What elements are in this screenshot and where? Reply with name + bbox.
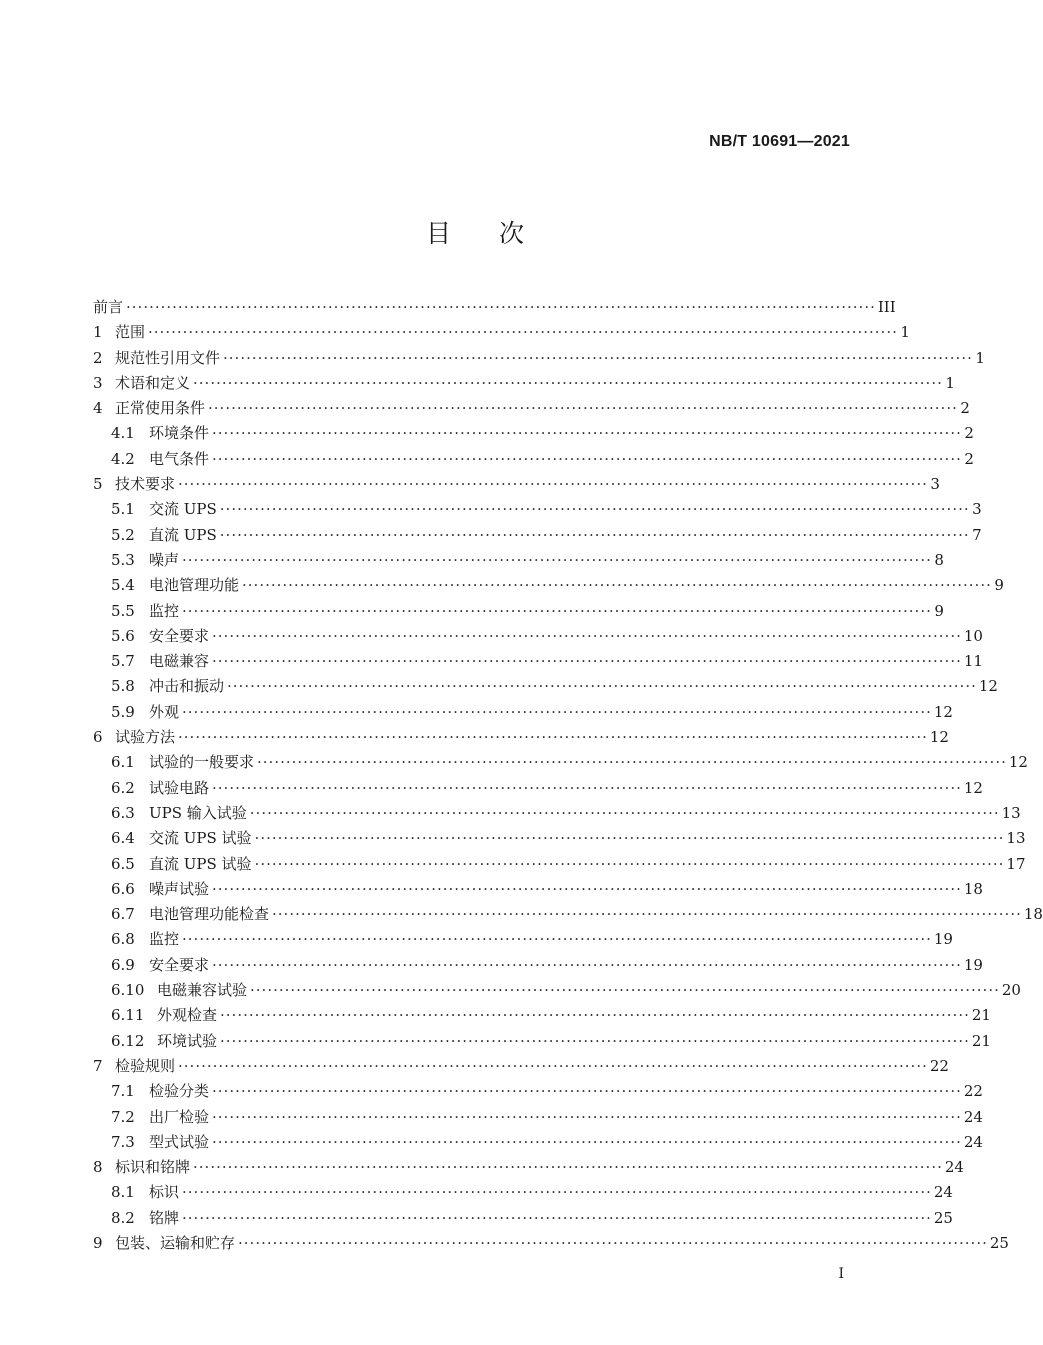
toc-entry[interactable] [93,1054,949,1079]
toc-entry-number: 6.12 [111,1031,145,1050]
toc-entry-page: 1 [975,348,985,367]
toc-entry-page: 18 [1023,905,1043,924]
toc-entry[interactable] [93,447,974,472]
toc-entry-page: 17 [1006,854,1026,873]
page-number: I [838,1266,844,1282]
toc-entry-page: 12 [1008,753,1028,772]
toc-entry-number: 6.11 [111,1006,145,1025]
toc-dot-leader: ·································································································································· [178,728,928,747]
toc-entry[interactable] [93,548,944,573]
toc-entry-number: 1 [93,323,103,342]
toc-entry-label: 检验分类 [149,1082,210,1101]
toc-dot-leader: ·································································································································· [148,323,898,342]
toc-entry-label: 环境试验 [157,1031,218,1050]
toc-entry-label: 环境条件 [149,424,210,443]
toc-entry[interactable] [93,700,953,725]
toc-dot-leader: ·································································································································· [242,576,992,595]
toc-entry-number: 5.2 [111,525,135,544]
toc-entry-label: UPS 输入试验 [149,803,247,822]
toc-entry-number: 6.8 [111,930,135,949]
toc-dot-leader: ·································································································································· [178,1056,928,1075]
toc-entry-page: 12 [933,702,953,721]
toc-entry-label: 技术要求 [115,475,176,494]
toc-entry[interactable] [93,1003,991,1028]
toc-entry-number: 6.2 [111,778,135,797]
toc-entry-label: 标识和铭牌 [115,1158,191,1177]
toc-entry-label: 试验方法 [115,728,176,747]
toc-dot-leader: ·································································································································· [223,348,973,367]
toc-dot-leader: ·································································································································· [212,1132,962,1151]
toc-entry-number: 2 [93,348,103,367]
toc-dot-leader: ·································································································································· [212,424,962,443]
toc-entry-page: 11 [963,652,983,671]
toc-entry-number: 8.1 [111,1183,135,1202]
toc-entry-label: 试验电路 [149,778,210,797]
toc-dot-leader: ·································································································································· [182,1208,932,1227]
toc-entry-number: 4 [93,399,103,418]
toc-entry-number: 5.4 [111,576,135,595]
toc-entry-label: 前言 [93,298,124,316]
toc-entry-number: 4.2 [111,449,135,468]
toc-dot-leader: ·································································································································· [212,626,962,645]
toc-entry-number: 4.1 [111,424,135,443]
toc-entry-page: 24 [944,1158,964,1177]
toc-entry-page: 24 [963,1132,983,1151]
toc-entry-number: 5.1 [111,500,135,519]
toc-entry-number: 8 [93,1158,103,1177]
toc-dot-leader: ·································································································································· [250,981,1000,1000]
toc-entry[interactable] [93,295,896,320]
toc-entry[interactable] [93,927,953,952]
toc-dot-leader: ·································································································································· [249,803,1000,822]
toc-entry[interactable] [93,624,983,649]
toc-entry-page: 1 [900,323,910,342]
toc-entry-number: 6.5 [111,854,135,873]
toc-entry-number: 5.6 [111,626,135,645]
toc-entry-page: 21 [971,1006,991,1025]
toc-entry-label: 检验规则 [115,1056,176,1075]
toc-entry-label: 铭牌 [149,1208,180,1227]
toc-entry[interactable] [93,1231,1009,1256]
toc-entry-label: 交流 UPS 试验 [149,829,252,848]
toc-dot-leader: ·································································································································· [212,449,962,468]
toc-dot-leader: ·································································································································· [212,955,962,974]
toc-entry-page: 22 [963,1082,983,1101]
toc-entry[interactable] [93,826,1026,851]
toc-entry-page: 3 [930,475,940,494]
toc-entry[interactable] [93,852,1026,877]
toc-entry-number: 6.10 [111,981,145,1000]
toc-entry[interactable] [93,396,970,421]
toc-entry-page: 19 [933,930,953,949]
toc-dot-leader: ·································································································································· [182,702,932,721]
toc-entry-page: 24 [933,1183,953,1202]
toc-entry-label: 试验的一般要求 [149,753,255,772]
toc-entry-label: 规范性引用文件 [115,348,221,367]
toc-entry-label: 外观检查 [157,1006,218,1025]
toc-entry-label: 范围 [115,323,146,342]
toc-entry-number: 7.2 [111,1107,135,1126]
toc-entry-label: 电磁兼容 [149,652,210,671]
toc-entry-page: 2 [964,449,974,468]
toc-dot-leader: ·································································································································· [254,854,1005,873]
toc-entry[interactable] [93,1206,953,1231]
toc-dot-leader: ·································································································································· [182,601,932,620]
toc-entry-page: 3 [972,500,982,519]
toc-entry[interactable] [93,573,1004,598]
toc-entry-page: 2 [960,399,970,418]
toc-dot-leader: ·································································································································· [212,1082,962,1101]
toc-dot-leader: ·································································································································· [212,652,962,671]
toc-dot-leader: ·································································································································· [227,677,977,696]
toc-entry[interactable] [93,497,982,522]
toc-entry-label: 安全要求 [149,955,210,974]
toc-entry-page: 7 [972,525,982,544]
toc-entry-page: 10 [963,626,983,645]
toc-entry-number: 5 [93,475,103,494]
toc-entry-page: III [877,298,896,316]
toc-entry[interactable] [93,801,1021,826]
toc-entry-number: 5.3 [111,550,135,569]
toc-entry-page: 1 [945,373,955,392]
toc-dot-leader: ·································································································································· [182,1183,932,1202]
toc-entry-number: 7.3 [111,1132,135,1151]
toc-entry-label: 电池管理功能检查 [149,905,270,924]
toc-entry[interactable] [93,1130,983,1155]
toc-entry-number: 8.2 [111,1208,135,1227]
toc-entry-label: 电气条件 [149,449,210,468]
toc-entry[interactable] [93,750,1028,775]
toc-entry[interactable] [93,472,940,497]
toc-dot-leader: ·································································································································· [257,753,1007,772]
toc-dot-leader: ·································································································································· [219,525,970,544]
toc-dot-leader: ·································································································································· [126,298,876,316]
toc-dot-leader: ·································································································································· [238,1233,988,1252]
toc-entry-label: 监控 [149,930,180,949]
toc-entry-label: 直流 UPS 试验 [149,854,252,873]
toc-entry-label: 包装、运输和贮存 [115,1233,236,1252]
toc-entry[interactable] [93,1155,964,1180]
toc-entry-label: 标识 [149,1183,180,1202]
toc-dot-leader: ·································································································································· [219,500,970,519]
toc-entry-number: 5.8 [111,677,135,696]
toc-dot-leader: ·································································································································· [212,778,962,797]
toc-entry[interactable] [93,978,1021,1003]
toc-entry-number: 6.6 [111,879,135,898]
toc-entry[interactable] [93,674,998,699]
toc-entry-number: 6.4 [111,829,135,848]
toc-dot-leader: ·································································································································· [212,879,962,898]
toc-entry-number: 5.9 [111,702,135,721]
toc-entry-number: 7.1 [111,1082,135,1101]
toc-dot-leader: ·································································································································· [182,550,932,569]
toc-entry-label: 电磁兼容试验 [157,981,248,1000]
toc-entry-number: 6 [93,728,103,747]
toc-entry[interactable] [93,902,1043,927]
toc-dot-leader: ·································································································································· [182,930,932,949]
toc-entry-page: 9 [934,601,944,620]
toc-dot-leader: ·································································································································· [212,1107,962,1126]
toc-entry-page: 24 [963,1107,983,1126]
toc-entry-page: 13 [1001,803,1021,822]
toc-entry[interactable] [93,725,949,750]
toc-dot-leader: ·································································································································· [272,905,1022,924]
standard-code: NB/T 10691—2021 [709,133,850,150]
toc-entry-number: 5.5 [111,601,135,620]
toc-dot-leader: ·································································································································· [220,1006,970,1025]
toc-entry-page: 25 [933,1208,953,1227]
toc-entry-number: 6.7 [111,905,135,924]
toc-entry-label: 噪声试验 [149,879,210,898]
toc-dot-leader: ·································································································································· [193,373,943,392]
toc-entry-page: 9 [994,576,1004,595]
page-title: 目次 [425,219,572,248]
toc-entry-label: 外观 [149,702,180,721]
toc-entry[interactable] [93,953,983,978]
toc-entry[interactable] [93,649,983,674]
toc-entry-page: 12 [929,728,949,747]
toc-entry-page: 20 [1001,981,1021,1000]
toc-entry[interactable] [93,320,910,345]
toc-entry[interactable] [93,1029,991,1054]
toc-entry-number: 6.1 [111,753,135,772]
toc-entry[interactable] [93,776,983,801]
toc-entry-label: 出厂检验 [149,1107,210,1126]
toc-dot-leader: ·································································································································· [178,475,928,494]
toc-entry-number: 7 [93,1056,103,1075]
toc-entry[interactable] [93,877,983,902]
table-of-contents [93,295,1043,1256]
toc-entry-number: 6.3 [111,803,135,822]
toc-entry[interactable] [93,599,944,624]
toc-entry-page: 12 [963,778,983,797]
toc-entry[interactable] [93,346,985,371]
toc-dot-leader: ·································································································································· [254,829,1005,848]
toc-entry-label: 冲击和振动 [149,677,225,696]
toc-entry-page: 19 [963,955,983,974]
toc-entry-label: 直流 UPS [149,525,217,544]
toc-entry-label: 监控 [149,601,180,620]
toc-entry-number: 9 [93,1233,103,1252]
toc-entry-label: 正常使用条件 [115,399,206,418]
toc-entry-page: 18 [963,879,983,898]
toc-dot-leader: ·································································································································· [220,1031,970,1050]
toc-entry-label: 交流 UPS [149,500,217,519]
toc-entry-page: 25 [989,1233,1009,1252]
toc-entry[interactable] [93,523,982,548]
toc-entry-page: 13 [1006,829,1026,848]
toc-entry[interactable] [93,371,955,396]
toc-entry-number: 5.7 [111,652,135,671]
toc-entry-page: 2 [964,424,974,443]
toc-entry-number: 6.9 [111,955,135,974]
toc-entry[interactable] [93,1180,953,1205]
toc-entry-page: 22 [929,1056,949,1075]
toc-entry-label: 安全要求 [149,626,210,645]
toc-entry-label: 电池管理功能 [149,576,240,595]
toc-entry-page: 12 [978,677,998,696]
toc-entry[interactable] [93,1105,983,1130]
toc-dot-leader: ·································································································································· [208,399,958,418]
toc-entry[interactable] [93,1079,983,1104]
toc-dot-leader: ·································································································································· [193,1158,943,1177]
toc-entry-number: 3 [93,373,103,392]
toc-entry-page: 21 [971,1031,991,1050]
toc-entry-page: 8 [934,550,944,569]
toc-entry-label: 型式试验 [149,1132,210,1151]
toc-entry[interactable] [93,421,974,446]
toc-entry-label: 噪声 [149,550,180,569]
toc-entry-label: 术语和定义 [115,373,191,392]
